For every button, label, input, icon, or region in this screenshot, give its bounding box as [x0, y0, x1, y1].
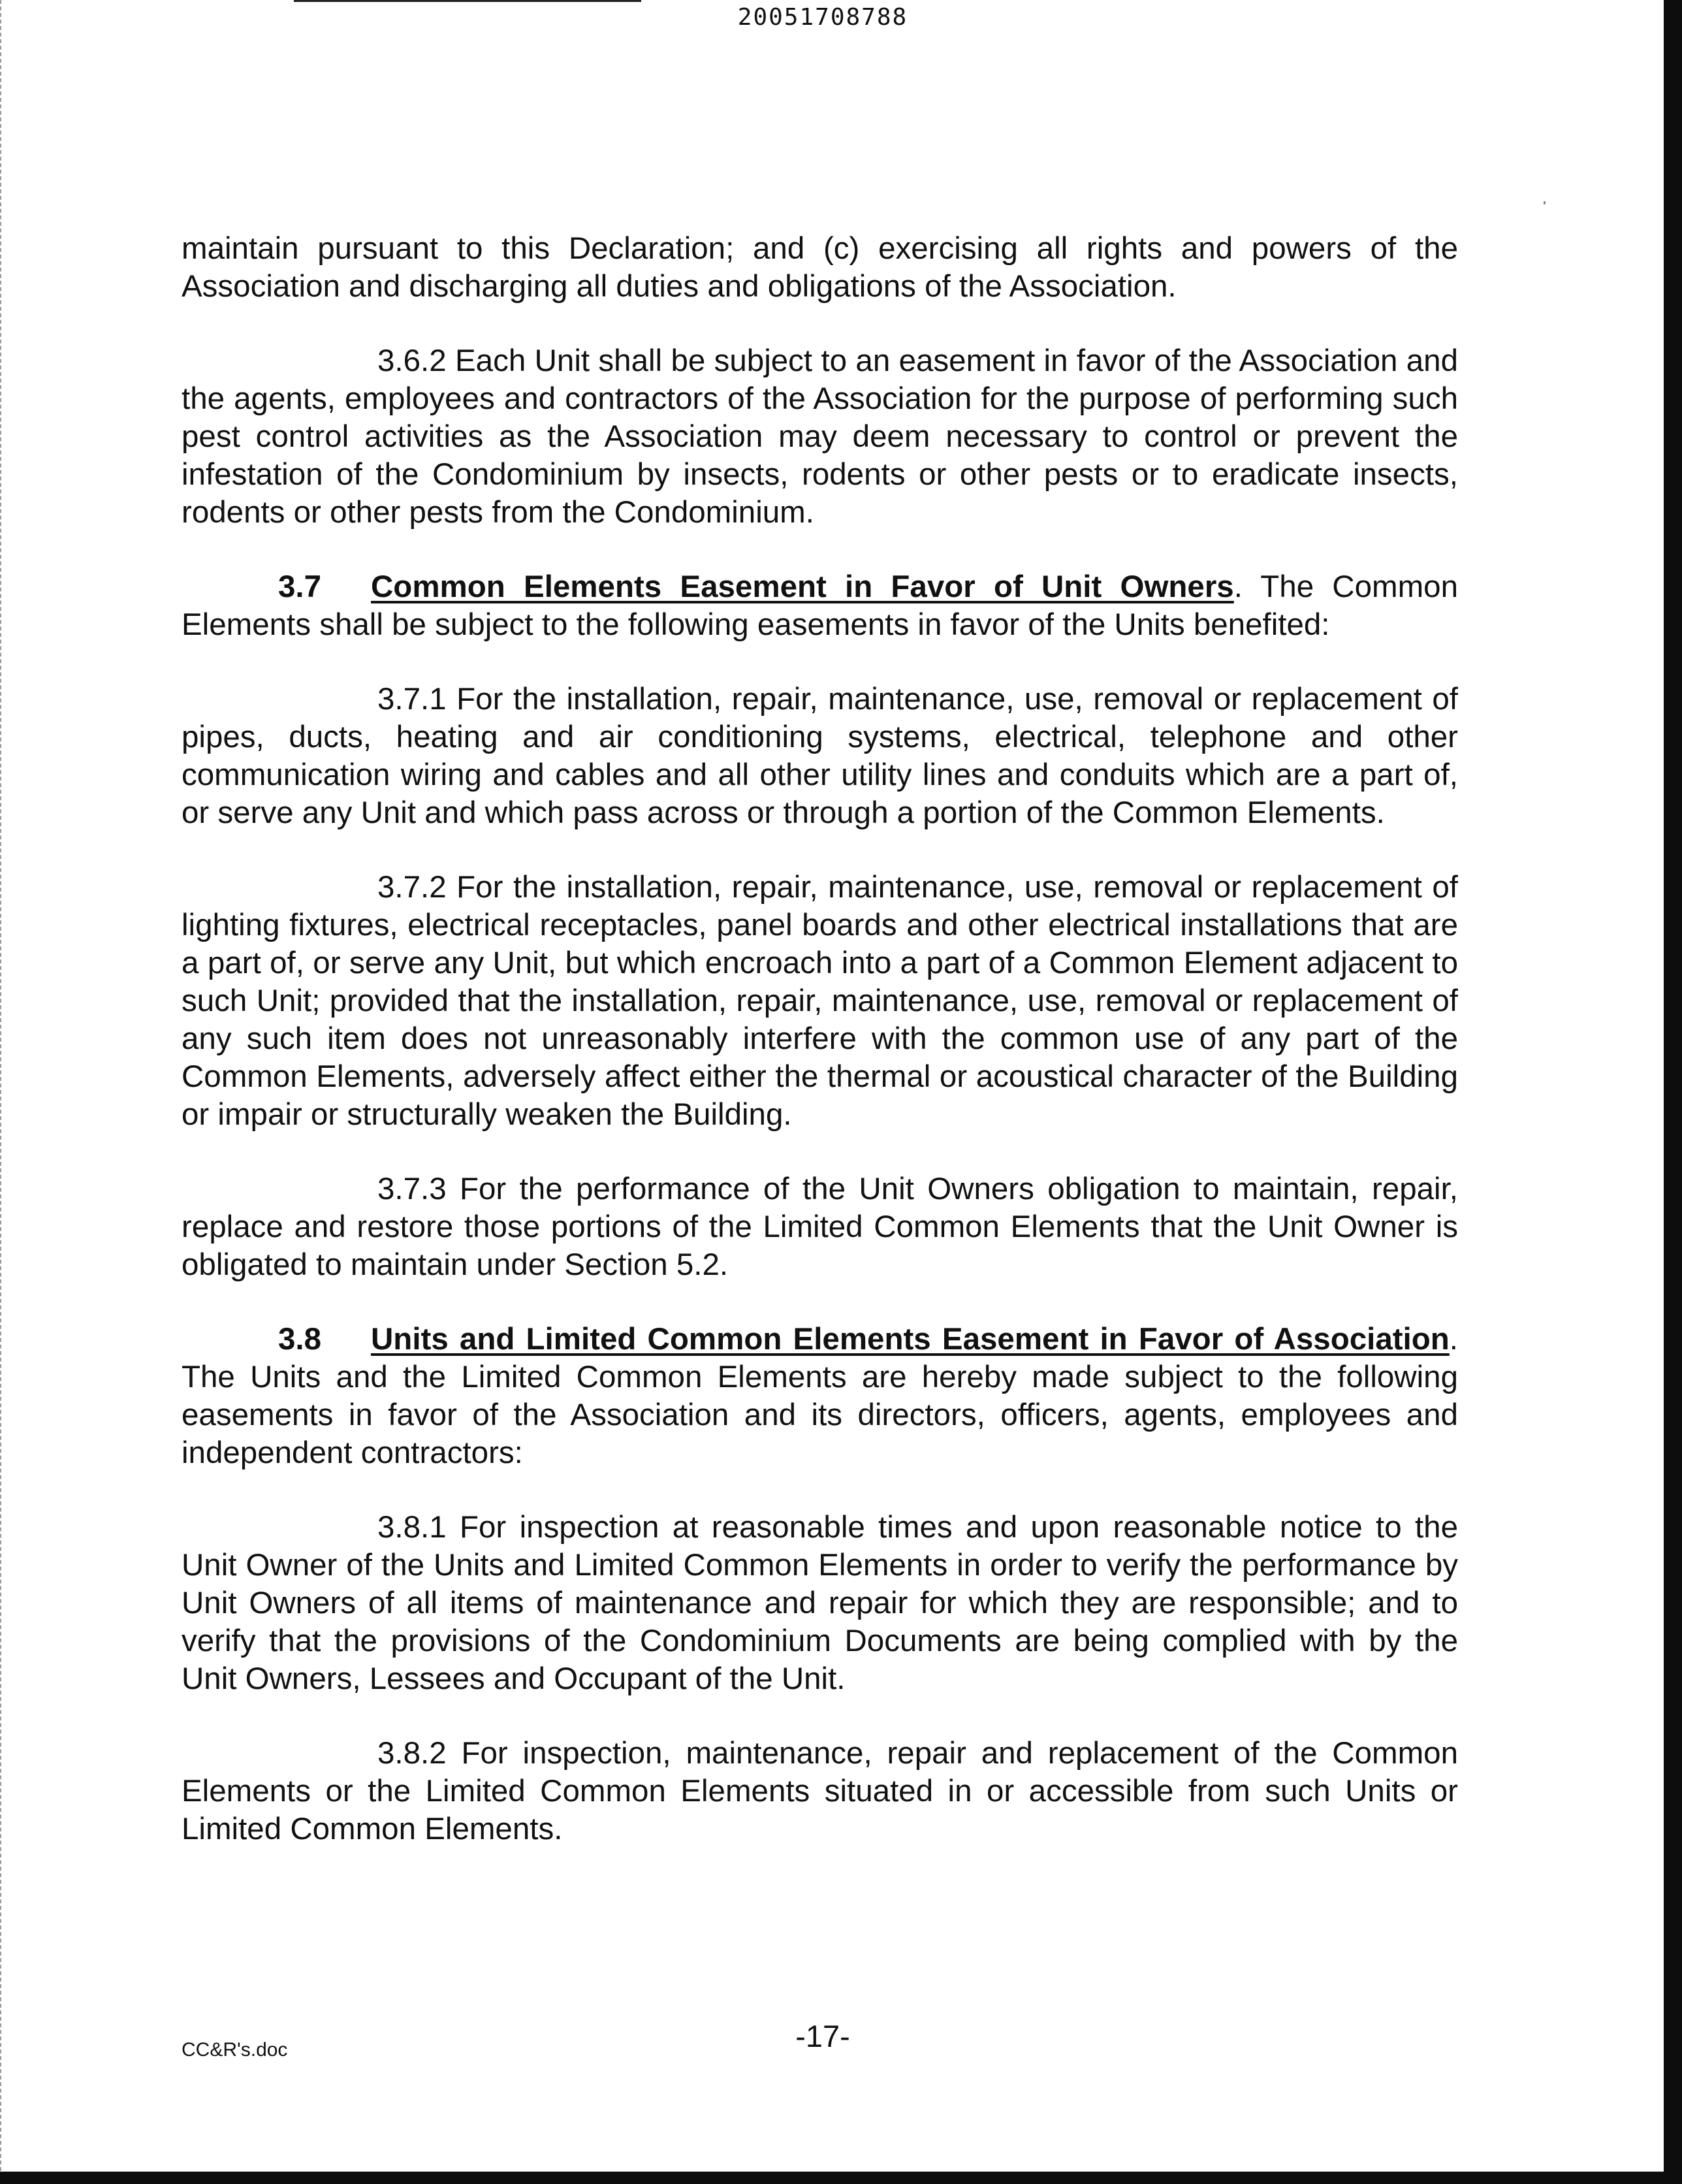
paragraph-3-8-1: 3.8.1 For inspection at reasonable times and upon reasonable notice to the Unit Owner of the Units and Limited Common Elements in order to verify the performance by Unit Owners of all items of maintenance and repair for which they are responsible; and to verify that the provisions of the Condominium Documents are being complied with by the Unit Owners, Lessees and Occupant of the Unit.	[182, 1510, 1458, 1696]
paragraph-3-7-2: 3.7.2 For the installation, repair, maintenance, use, removal or replacement of lighting fixtures, electrical receptacles, panel boards and other electrical installations that are a part of, or serve any Unit, but which encroach into a part of a Common Element adjacent to such Unit; provided that the installation, repair, maintenance, use, removal or replacement of any such item does not unreasonably interfere with the common use of any part of the Common Elements, adversely affect either the thermal or acoustical character of the Building or impair or structurally weaken the Building.	[182, 870, 1458, 1132]
scan-left-edge	[0, 0, 3, 2184]
paragraph-continuation: maintain pursuant to this Declaration; and (c) exercising all rights and powers of the Association and discharging all duties and obligations of the Association.	[182, 231, 1458, 304]
page-number: -17-	[795, 2019, 850, 2053]
document-number: 20051708788	[737, 4, 908, 31]
paragraph-3-7-1: 3.7.1 For the installation, repair, maintenance, use, removal or replacement of pipes, ducts, heating and air conditioning systems, electrical, telephone and other communication wiring and cables and all other utility lines and conduits which are a part of, or serve any Unit and which pass across or through a portion of the Common Elements.	[182, 682, 1458, 830]
paragraph-3-8-2: 3.8.2 For inspection, maintenance, repair and replacement of the Common Elements or the Limited Common Elements situated in or accessible from such Units or Limited Common Elements.	[182, 1736, 1458, 1846]
page-body	[182, 230, 1458, 1885]
section-3-7	[182, 568, 1458, 644]
section-text: The Common Elements shall be subject to the following easements in favor of the Units benefited:	[182, 570, 1458, 642]
scan-bottom-border	[0, 2172, 1682, 2184]
section-heading: Common Elements Easement in Favor of Unit Owners	[371, 570, 1234, 604]
section-number: 3.7	[278, 570, 322, 604]
section-heading: Units and Limited Common Elements Easement in Favor of Association	[371, 1322, 1450, 1357]
paragraph-3-7-3: 3.7.3 For the performance of the Unit Owners obligation to maintain, repair, replace and restore those portions of the Limited Common Elements that the Unit Owner is obligated to maintain under Section 5.2.	[182, 1172, 1458, 1282]
scan-right-border	[1664, 0, 1682, 2184]
heading-period: .	[1449, 1322, 1458, 1357]
paragraph-3-6-2: 3.6.2 Each Unit shall be subject to an easement in favor of the Association and the agents, employees and contractors of the Association for the purpose of performing such pest control activities as the Association may deem necessary to control or prevent the infestation of the Condominium by insects, rodents or other pests or to eradicate insects, rodents or other pests from the Condominium.	[182, 344, 1458, 530]
footer-filename: CC&R's.doc	[182, 2039, 288, 2061]
top-rule	[294, 0, 641, 2]
section-number: 3.8	[278, 1322, 322, 1357]
scan-speck	[1544, 201, 1546, 204]
section-3-8	[182, 1321, 1458, 1472]
section-text: The Units and the Limited Common Elements are hereby made subject to the following easements in favor of the Association and its directors, officers, agents, employees and independent contractors:	[182, 1360, 1458, 1470]
heading-period: .	[1233, 570, 1243, 604]
